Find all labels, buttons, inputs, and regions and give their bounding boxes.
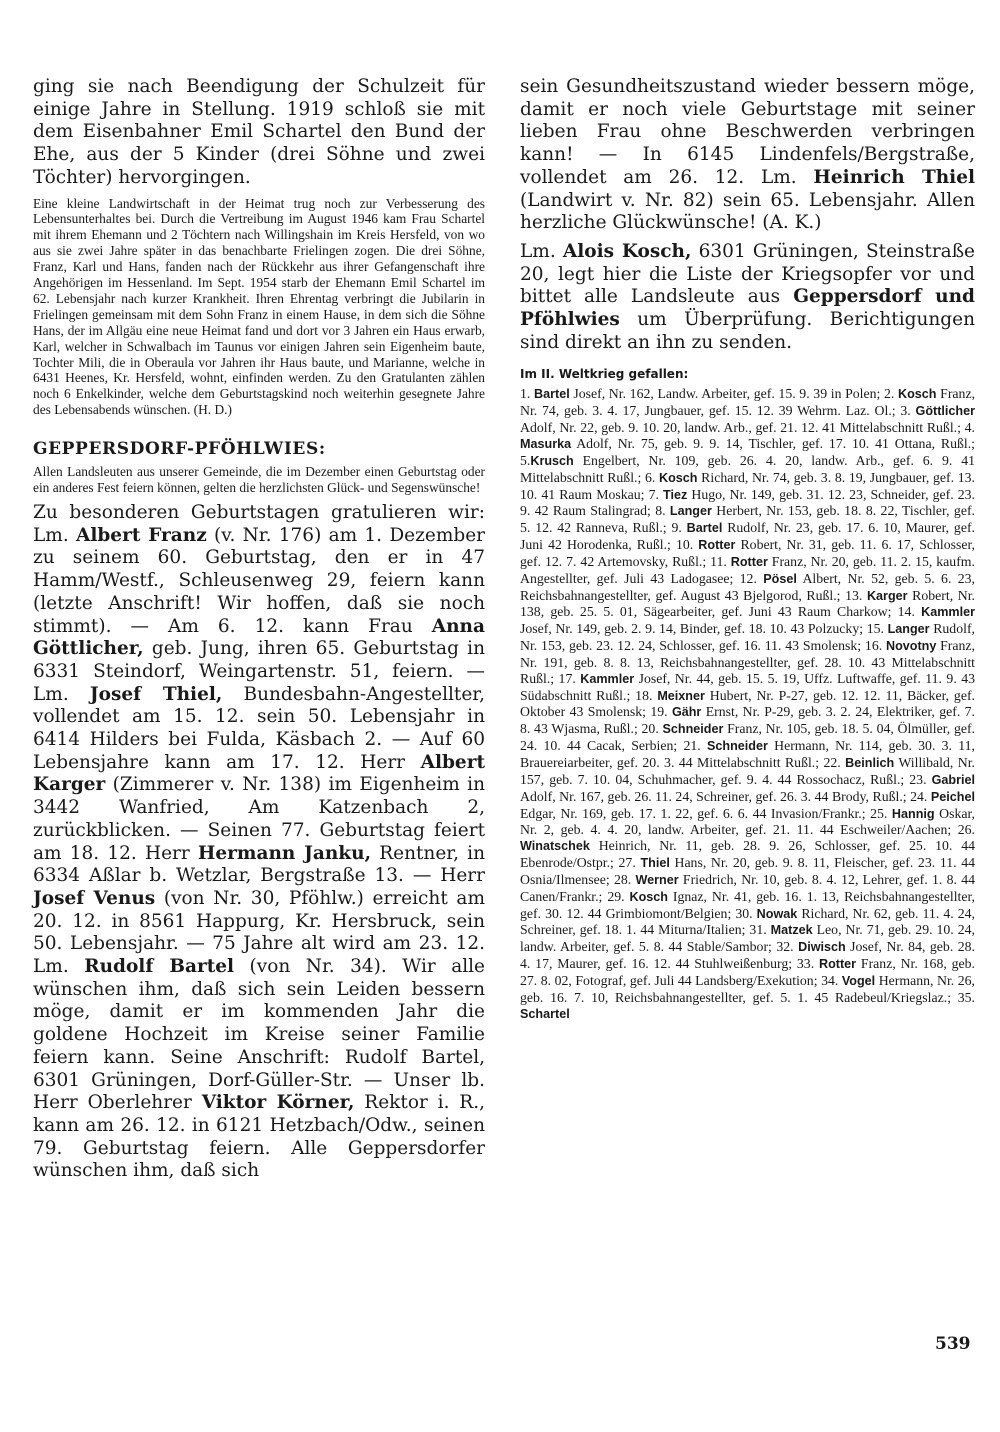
entry-surname: Schartel: [520, 1006, 570, 1021]
entry-surname: Nowak: [756, 906, 798, 921]
left-paragraph-4: [33, 502, 485, 1183]
entry-surname: Langer: [887, 622, 930, 637]
text-run: Lm.: [520, 240, 563, 262]
entry-number: 4.: [964, 420, 975, 436]
entry-number: 27.: [618, 855, 641, 871]
entry-number: 8.: [655, 503, 670, 519]
left-column: [33, 76, 485, 1183]
entry-surname: Rotter: [818, 957, 857, 972]
left-paragraph-1: ging sie nach Beendigung der Schulzeit für einige Jahre in Stellung. 1919 schloß sie mit dem Eisenbahner Emil Schartel den Bund der Ehe, aus der 5 Kinder (drei Söhne und zwei Töchter) hervorgingen.: [33, 76, 485, 188]
entry-number: 31.: [749, 922, 771, 938]
entry-surname: Bartel: [534, 387, 570, 402]
entry-surname: Matzek: [770, 923, 813, 938]
text-run: geb. Jung, ihren 65. Geburtstag in 6331 Steindorf, Weingartenstr. 51, feiern. — Lm.: [33, 638, 485, 705]
entry-number: 14.: [897, 604, 922, 620]
entry-number: 29.: [607, 888, 630, 904]
entry-details: Richard, Nr. 74, geb. 3. 8. 19, Jungbauer, gef. 13. 10. 41 Raum Moskau;: [520, 469, 975, 502]
text-run: (von Nr. 34). Wir alle wünschen ihm, daß sich sein Leiden bessern möge, damit er im kommenden Jahr die goldene Hochzeit im Kreise seiner Familie feiern kann. Seine Anschrift: Rudolf Bartel, 6301 Grüningen, Dorf-Güller-Str. — Unser lb. Herr Oberlehrer: [33, 956, 486, 1114]
entry-surname: Rotter: [730, 554, 768, 569]
name-viktor-koerner: Viktor Körner,: [201, 1092, 355, 1114]
entry-details: Willibald, Nr. 157, geb. 7. 10. 04, Schuhmacher, gef. 9. 4. 44 Rossochacz, Rußl.;: [520, 755, 975, 787]
war-dead-heading: Im II. Weltkrieg gefallen:: [520, 367, 689, 382]
entry-surname: Bartel: [686, 521, 723, 536]
entry-details: Edgar, Nr. 169, geb. 17. 1. 22, gef. 6. 6. 44 Invasion/Frankr.;: [520, 805, 871, 821]
entry-number: 10.: [675, 537, 699, 553]
entry-number: 33.: [796, 956, 819, 972]
name-hermann-janku: Hermann Janku,: [197, 842, 372, 864]
entry-details: Richard, Nr. 62, geb. 11. 4. 24, Schreiner, gef. 18. 1. 44 Miturna/Italien;: [520, 905, 975, 938]
entry-surname: Peichel: [930, 789, 975, 804]
entry-details: Robert, Nr. 138, geb. 25. 5. 01, Sägearbeiter, gef. Juni 43 Raum Charkow;: [520, 587, 975, 620]
entry-surname: Göttlicher: [915, 404, 976, 419]
entry-surname: Meixner: [657, 688, 705, 703]
casualty-entry: [520, 386, 884, 401]
entry-details: Hans, Nr. 20, geb. 9. 8. 11, Fleischer, gef. 23. 11. 44 Osnia/Ilmensee;: [520, 855, 975, 887]
entry-details: Franz, Nr. 168, geb. 27. 8. 02, Fotograf, gef. Juli 44 Landsberg/Exekution;: [520, 956, 975, 988]
entry-details: Josef, Nr. 149, geb. 2. 9. 14, Binder, gef. 18. 10. 43 Polzucky;: [520, 621, 867, 637]
entry-details: Robert, Nr. 31, geb. 11. 6. 17, Schlosser, gef. 12. 7. 42 Artemovsky, Rußl.;: [520, 537, 975, 569]
entry-details: Ignaz, Nr. 41, geb. 16. 1. 13, Reichsbahnangestellter, gef. 30. 12. 44 Grimbiomont/Belgien;: [520, 888, 975, 921]
entry-number: 20.: [641, 721, 663, 737]
entry-surname: Karger: [866, 588, 908, 603]
text-run: 6301 Grüningen, Steinstraße 20, legt hier die Liste der Kriegsopfer vor und bittet alle Landsleute aus: [520, 240, 975, 308]
entry-number: 15.: [866, 621, 888, 637]
entry-surname: Gähr: [671, 705, 702, 720]
casualty-list: [520, 386, 975, 1022]
entry-details: Rudolf, Nr. 23, geb. 17. 6. 10, Maurer, gef. Juni 42 Horodenka, Rußl.;: [520, 520, 975, 553]
entry-number: 17.: [558, 670, 581, 686]
entry-number: 9.: [671, 520, 687, 536]
entry-surname: Rotter: [698, 538, 736, 553]
entry-details: Franz, Nr. 191, geb. 8. 8. 13, Reichsbahnangestellter, gef. 28. 10. 43 Mittelabschnitt Rußl.;: [520, 638, 976, 686]
entry-details: Hugo, Nr. 149, geb. 31. 12. 23, Schneider, gef. 23. 9. 42 Raum Stalingrad;: [520, 486, 975, 519]
name-josef-thiel: Josef Thiel,: [89, 683, 223, 705]
name-heinrich-thiel: Heinrich Thiel: [813, 166, 975, 188]
entry-surname: Beinlich: [845, 756, 895, 770]
entry-number: 12.: [739, 570, 764, 586]
left-paragraph-3: Allen Landsleuten aus unserer Gemeinde, die im Dezember einen Geburtstag oder ein anderes Fest feiern können, gelten die herzlichsten Glück- und Segenswünsche!: [33, 464, 485, 496]
text-run: (von Nr. 30, Pföhlw.) erreicht am 20. 12. in 8561 Happurg, Kr. Hersbruck, sein 50. Lebensjahr. — 75 Jahre alt wird am 23. 12. Lm.: [33, 887, 485, 978]
entry-number: 25.: [870, 805, 892, 821]
entry-details: Engelbert, Nr. 109, geb. 26. 4. 20, landw. Arb., gef. 6. 9. 41 Mittelabschnitt Rußl.;: [520, 452, 975, 485]
entry-surname: Kosch: [629, 889, 668, 904]
entry-number: 32.: [776, 939, 799, 955]
entry-details: Friedrich, Nr. 10, geb. 8. 4. 12, Lehrer, gef. 1. 8. 44 Canen/Frankr.;: [520, 871, 975, 904]
entry-details: Adolf, Nr. 167, geb. 26. 11. 24, Schreiner, gef. 26. 3. 44 Brody, Rußl.;: [520, 788, 911, 804]
entry-details: Rudolf, Nr. 153, geb. 23. 12. 24, Schlosser, gef. 16. 11. 43 Smolensk;: [520, 621, 975, 654]
text-run: (v. Nr. 176) am 1. Dezember zu seinem 60. Geburtstag, den er in 47 Hamm/Westf., Schleusenweg 29, feiern kann (letzte Anschrift! Wir hoffen, daß sie noch stimmt). — Am 6. 12. kann Frau: [33, 524, 485, 637]
entry-number: 22.: [823, 755, 846, 770]
entry-number: 5.: [520, 452, 531, 468]
entry-details: Franz, Nr. 74, geb. 3. 4. 17, Jungbauer, gef. 15. 12. 39 Wehrm. Laz. Ol.;: [520, 386, 976, 419]
entry-surname: Schneider: [662, 722, 724, 737]
right-paragraph-1: [520, 76, 975, 235]
entry-surname: Novotny: [885, 639, 937, 654]
text-run: (Landwirt v. Nr. 82) sein 65. Lebensjahr. Allen herzliche Glückwünsche! (A. K.): [520, 189, 975, 234]
entry-number: 21.: [683, 738, 707, 754]
entry-surname: Thiel: [640, 856, 670, 871]
page-number: 539: [935, 1334, 971, 1354]
entry-number: 26.: [957, 822, 975, 838]
entry-details: Josef, Nr. 84, geb. 28. 4. 17, Maurer, gef. 16. 12. 44 Stuhlweißenburg;: [520, 939, 975, 972]
text-run: um Überprüfung. Berichtigungen sind direkt an ihn zu senden.: [520, 309, 975, 353]
entry-details: Leo, Nr. 71, geb. 29. 10. 24, landw. Arbeiter, gef. 5. 8. 44 Stable/Sambor;: [520, 922, 975, 955]
entry-surname: Winatschek: [520, 839, 590, 854]
entry-number: 23.: [909, 771, 932, 787]
entry-details: Hubert, Nr. P-27, geb. 12. 12. 11, Bäcker, gef. Oktober 43 Smolensk;: [520, 687, 976, 720]
right-paragraph-2: [520, 241, 975, 355]
left-paragraph-2: Eine kleine Landwirtschaft in der Heimat trug noch zur Verbesserung des Lebensunterhaltes bei. Durch die Vertreibung im August 1946 kam Frau Schartel mit ihrem Ehemann und 2 Töchtern nach Willingshain im Kreis Hersfeld, von wo aus sie zwei Jahre später in das benachbarte Frielingen zogen. Die drei Söhne, Franz, Karl und Hans, fanden nach der Rückkehr aus ihrer Gefangenschaft ihre Angehörigen im Hessenland. Im Sept. 1954 starb der Ehemann Emil Schartel im 62. Lebensjahr nach kurzer Krankheit. Ihren Ehrentag verbringt die Jubilarin in Frielingen gemeinsam mit dem Sohn Franz in einem Hause, in dem sich die Söhne Hans, der im Allgäu eine neue Heimat fand und dort vor 3 Jahren ein Haus erwarb, Karl, welcher in Schwalbach im Taunus vor einigen Jahren sein Eigenheim baute, Tochter Mili, die in Oberaula vor Jahren ihr Haus baute, und Marianne, welche in 6431 Heenes, Kr. Hersfeld, wohnt, einfinden werden. Zu den Gratulanten zählen noch 6 Enkelkinder, welche dem Geburtstagskind noch weiterhin gesegnete Jahre des Lebensabends wünschen. (H. D.): [33, 195, 485, 418]
entry-details: Adolf, Nr. 75, geb. 9. 9. 14, Tischler, gef. 17. 10. 41 Ottana, Rußl.;: [571, 435, 975, 451]
name-alois-kosch: Alois Kosch,: [562, 240, 692, 262]
name-josef-venus: Josef Venus: [33, 887, 156, 909]
text-run: (Zimmerer v. Nr. 138) im Eigenheim in 3442 Wanfried, Am Katzenbach 2, zurückblicken. — Seinen 77. Geburtstag feiert am 18. 12. Herr: [33, 774, 485, 864]
entry-number: 13.: [845, 587, 867, 603]
entry-details: Adolf, Nr. 22, geb. 9. 10. 20, landw. Arb., gef. 21. 12. 41 Mittelabschnitt Rußl.;: [520, 420, 965, 436]
entry-surname: Kosch: [898, 387, 937, 402]
entry-number: 18.: [635, 687, 658, 703]
entry-number: 28.: [613, 871, 636, 887]
name-anna-goettlicher: Anna Göttlicher,: [33, 615, 485, 660]
entry-surname: Krusch: [530, 453, 574, 468]
entry-number: 3.: [900, 403, 916, 419]
section-heading: GEPPERSDORF-PFÖHLWIES:: [33, 439, 326, 460]
entry-details: Oskar, Nr. 2, geb. 4. 4. 20, landw. Arbeiter, gef. 21. 11. 44 Eschweiler/Aachen;: [520, 805, 975, 838]
entry-surname: Kosch: [659, 470, 698, 485]
text-run: Bundesbahn-Angestellter, vollendet am 15. 12. sein 50. Lebensjahr in 6414 Hilders bei Fulda, Käsbach 2. — Auf 60 Lebensjahre kann am 17. 12. Herr: [33, 683, 485, 773]
entry-number: 30.: [735, 905, 757, 921]
name-albert-karger: Albert Karger: [33, 751, 485, 796]
entry-number: 6.: [644, 469, 659, 485]
entry-surname: Langer: [669, 504, 712, 519]
entry-number: 24.: [910, 788, 931, 804]
entry-details: Hermann, Nr. 26, geb. 16. 7. 10, Reichsbahnangestellter, gef. 5. 1. 45 Radebeul/Kriegslaz.;: [520, 972, 975, 1005]
entry-number: 35.: [957, 989, 975, 1005]
entry-details: Ernst, Nr. P-29, geb. 3. 2. 24, Elektriker, gef. 7. 8. 43 Wjasma, Rußl.;: [520, 704, 975, 737]
entry-surname: Diwisch: [798, 940, 846, 955]
entry-details: Josef, Nr. 162, Landw. Arbeiter, gef. 15. 9. 39 in Polen;: [569, 386, 885, 402]
entry-surname: Pösel: [763, 571, 797, 586]
text-run: Rentner, in 6334 Aßlar b. Wetzlar, Bergstraße 13. — Herr: [33, 842, 485, 887]
entry-details: Herbert, Nr. 153, geb. 18. 8. 22, Tischler, gef. 5. 12. 42 Ranneva, Rußl.;: [520, 503, 975, 536]
entry-surname: Kammler: [580, 671, 635, 686]
entry-number: 34.: [821, 972, 842, 988]
entry-surname: Schneider: [706, 739, 768, 754]
entry-surname: Vogel: [841, 973, 876, 988]
name-rudolf-bartel: Rudolf Bartel: [84, 956, 235, 978]
text-run: Rektor i. R., kann am 26. 12. in 6121 Hetzbach/Odw., seinen 79. Geburtstag feiern. Alle Geppersdorfer wünschen ihm, daß sich: [33, 1092, 486, 1182]
text-run: sein Gesundheitszustand wieder bessern möge, damit er noch viele Geburtstage mit seiner lieben Frau ohne Beschwerden verbringen kann! — In 6145 Lindenfels/Bergstraße, vollendet am 26. 12. Lm.: [520, 76, 975, 188]
entry-details: Hermann, Nr. 114, geb. 30. 3. 11, Brauereiarbeiter, gef. 20. 3. 44 Mittelabschnitt Rußl.;: [520, 738, 975, 770]
entry-surname: Gabriel: [931, 772, 975, 787]
entry-number: 16.: [864, 638, 886, 654]
entry-details: Franz, Nr. 105, geb. 18. 5. 04, Ölmüller, gef. 24. 10. 44 Cacak, Serbien;: [520, 721, 976, 754]
entry-surname: Kammler: [921, 605, 975, 620]
text-run: Zu besonderen Geburtstagen gratulieren wir: Lm.: [33, 502, 485, 546]
entry-surname: Hannig: [891, 806, 935, 821]
entry-details: Franz, Nr. 20, geb. 11. 2. 15, kaufm. Angestellter, gef. Juli 43 Ladogasee;: [520, 553, 975, 586]
name-albert-franz: Albert Franz: [75, 524, 207, 546]
entry-number: 2.: [884, 386, 899, 402]
entry-surname: Werner: [635, 872, 679, 887]
entry-details: Heinrich, Nr. 11, geb. 28. 9. 26, Schlosser, gef. 25. 10. 44 Ebenrode/Ostpr.;: [520, 838, 975, 871]
place-geppersdorf-pfoehlwies: Geppersdorf und Pföhlwies: [520, 286, 975, 331]
entry-details: Josef, Nr. 44, geb. 15. 5. 19, Uffz. Luftwaffe, gef. 11. 9. 43 Südabschnitt Rußl.;: [520, 670, 975, 703]
entry-surname: Tiez: [663, 487, 688, 502]
entry-details: Albert, Nr. 52, geb. 5. 6. 23, Reichsbahnangestellter, gef. August 43 Bjelgorod, Rußl.;: [520, 570, 975, 603]
entry-number: 7.: [648, 486, 664, 502]
entry-number: 19.: [650, 704, 672, 720]
right-column: [520, 76, 975, 1023]
entry-number: 11.: [710, 553, 731, 569]
entry-surname: Masurka: [520, 436, 572, 451]
entry-number: 1.: [520, 386, 534, 402]
